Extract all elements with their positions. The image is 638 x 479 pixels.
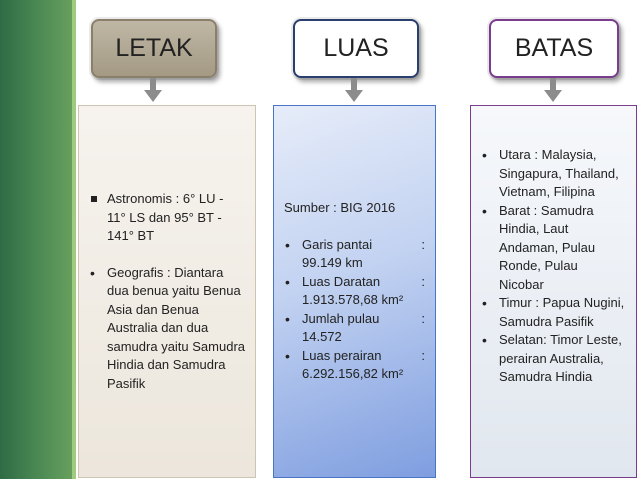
down-arrow-icon (347, 78, 361, 104)
batas-selatan: • Selatan: Timor Leste, perairan Australia, Samudra Hindia (481, 331, 626, 387)
luas-value: 99.149 km (302, 255, 363, 271)
luas-label: • Luas Daratan (302, 273, 381, 289)
list-item (284, 236, 425, 273)
list-item (284, 347, 425, 384)
luas-source: Sumber : BIG 2016 (284, 200, 396, 216)
luas-value: 1.913.578,68 km² (302, 292, 404, 308)
luas-value: 6.292.156,82 km² (302, 366, 404, 382)
luas-label: • Luas perairan (302, 347, 382, 363)
left-decorative-band (0, 0, 76, 479)
batas-timur: • Timur : Papua Nugini, Samudra Pasifik (481, 294, 626, 331)
luas-label: • Jumlah pulau (302, 310, 380, 326)
header-letak: LETAK (91, 19, 217, 78)
luas-sep: : (421, 347, 425, 363)
luas-list (284, 236, 425, 384)
letak-list (89, 190, 245, 393)
luas-value: 14.572 (302, 329, 342, 345)
down-arrow-icon (546, 78, 560, 104)
batas-list (481, 146, 626, 387)
letak-geografis: • Geografis : Diantara dua benua yaitu Benua Asia dan Benua Australia dan dua samudra yaitu Samudra Hindia dan Samudra Pasifik (89, 264, 245, 394)
batas-barat: • Barat : Samudra Hindia, Laut Andaman, Pulau Ronde, Pulau Nicobar (481, 202, 626, 295)
down-arrow-icon (146, 78, 160, 104)
luas-sep: : (421, 273, 425, 289)
list-item (284, 310, 425, 347)
letak-panel (78, 105, 256, 478)
luas-panel (273, 105, 436, 478)
batas-utara: • Utara : Malaysia, Singapura, Thailand, Vietnam, Filipina (481, 146, 626, 202)
list-item (284, 273, 425, 310)
luas-sep: : (421, 310, 425, 326)
batas-panel (470, 105, 637, 478)
letak-astronomis: Astronomis : 6° LU - 11° LS dan 95° BT - 141° BT (89, 190, 245, 246)
header-batas: BATAS (489, 19, 619, 78)
luas-label: • Garis pantai (302, 236, 373, 252)
header-luas: LUAS (293, 19, 419, 78)
luas-sep: : (421, 236, 425, 252)
